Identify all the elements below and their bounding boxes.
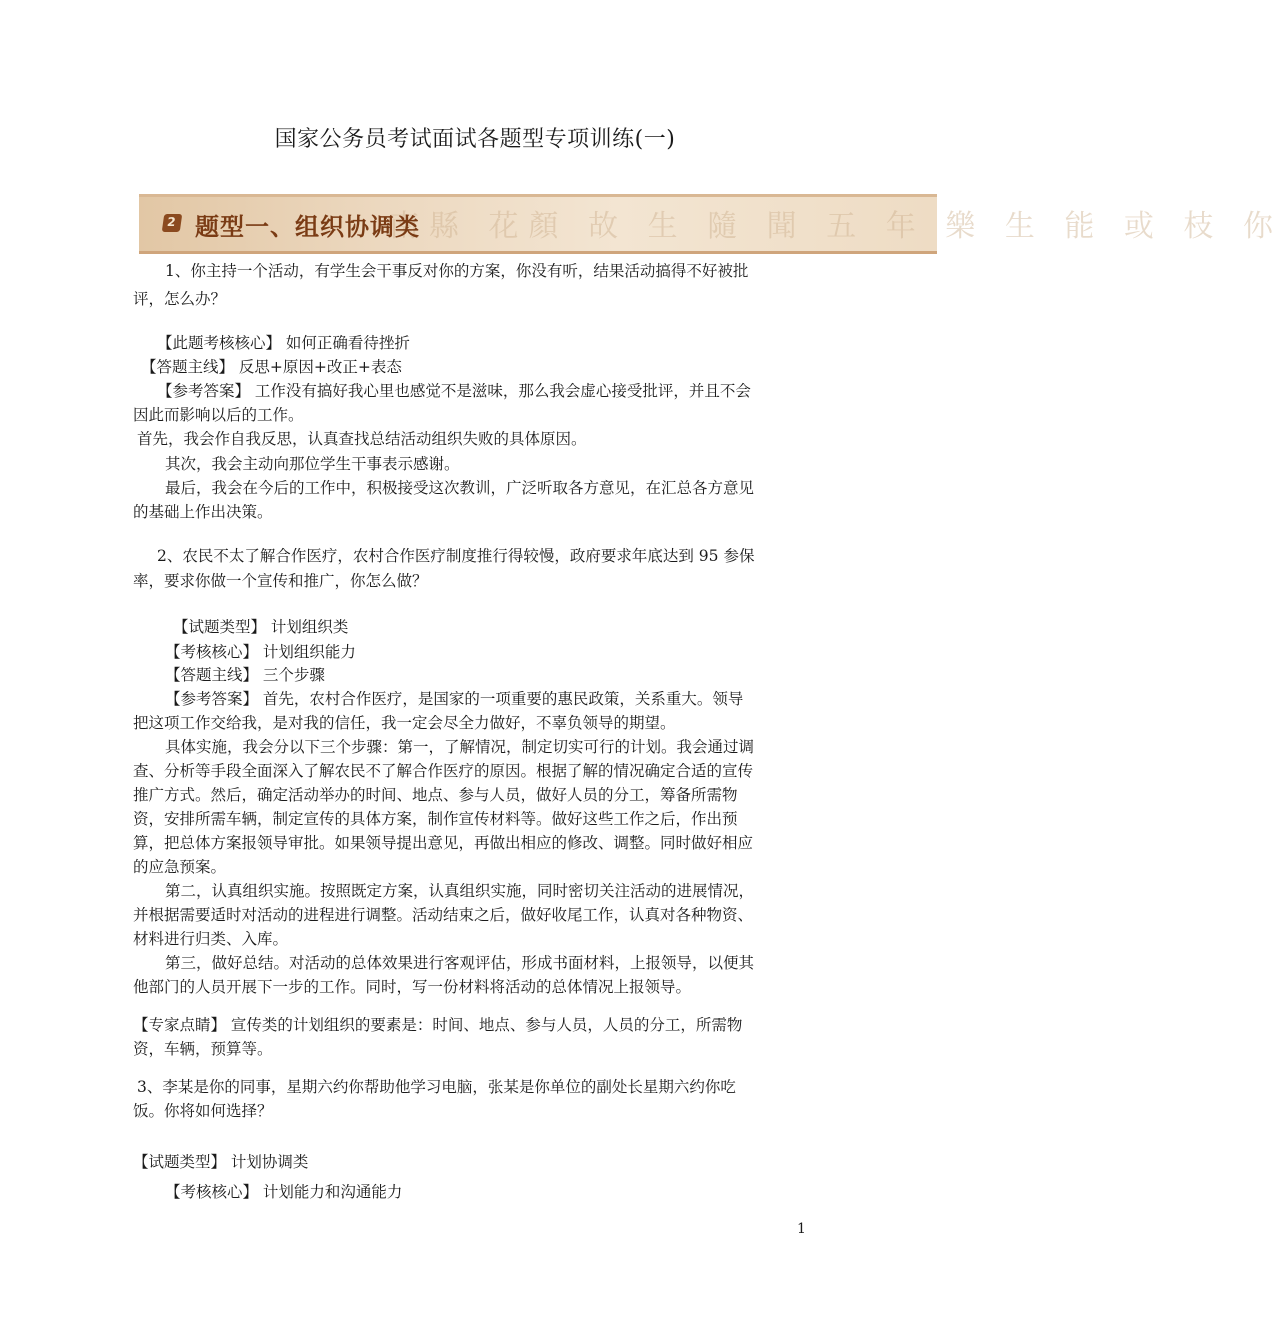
q1-mainline: 【答题主线】 反思+原因+改正+表态 (141, 358, 402, 376)
q2-core: 【考核核心】 计划组织能力 (165, 643, 356, 661)
q2-answer-line-6: 资，安排所需车辆，制定宣传的具体方案，制作宣传材料等。做好这些工作之后，作出预 (133, 810, 738, 828)
q1-core-label: 【此题考核核心】 如何正确看待挫折 (157, 334, 410, 352)
page-number: 1 (797, 1221, 806, 1237)
q2-answer-line-2: 把这项工作交给我，是对我的信任，我一定会尽全力做好，不辜负领导的期望。 (133, 714, 676, 732)
q2-mainline: 【答题主线】 三个步骤 (165, 666, 325, 684)
q2-answer-line-7: 算，把总体方案报领导审批。如果领导提出意见，再做出相应的修改、调整。同时做好相应 (133, 834, 754, 852)
question-1-line-1: 1、你主持一个活动，有学生会干事反对你的方案，你没有听，结果活动搞得不好被批 (165, 262, 749, 280)
q3-core: 【考核核心】 计划能力和沟通能力 (165, 1183, 403, 1201)
section-heading: 题型一、组织协调类 (195, 213, 420, 241)
q2-expert-line-1: 【专家点睛】 宣传类的计划组织的要素是：时间、地点、参与人员，人员的分工，所需物 (133, 1016, 743, 1034)
page-title: 国家公务员考试面试各题型专项训练(一) (274, 127, 676, 152)
q2-answer-line-8: 的应急预案。 (133, 858, 227, 876)
q2-answer-line-5: 推广方式。然后，确定活动举办的时间、地点、参与人员，做好人员的分工，筹备所需物 (133, 786, 738, 804)
q1-answer-line-1: 【参考答案】 工作没有搞好我心里也感觉不是滋味，那么我会虚心接受批评，并且不会 (157, 382, 751, 400)
q2-answer-line-12: 第三，做好总结。对活动的总体效果进行客观评估，形成书面材料，上报领导，以便其 (165, 954, 755, 972)
question-2-line-2: 率，要求你做一个宣传和推广，你怎么做？ (133, 572, 428, 590)
q2-answer-line-9: 第二，认真组织实施。按照既定方案，认真组织实施，同时密切关注活动的进展情况， (165, 882, 755, 900)
q1-answer-line-5: 最后，我会在今后的工作中，积极接受这次教训，广泛听取各方意见，在汇总各方意见 (165, 479, 755, 497)
q2-expert-line-2: 资，车辆，预算等。 (133, 1040, 273, 1058)
q2-answer-line-11: 材料进行归类、入库。 (133, 930, 289, 948)
q3-type: 【试题类型】 计划协调类 (133, 1153, 309, 1171)
banner-calligraphy-background: 南縣 花顏 故 生 隨 聞 五 年 樂 生 能 或 枝 你 (389, 209, 1283, 244)
q1-answer-line-6: 的基础上作出决策。 (133, 503, 273, 521)
q2-answer-line-4: 查、分析等手段全面深入了解农民不了解合作医疗的原因。根据了解的情况确定合适的宣传 (133, 762, 754, 780)
q1-answer-line-4: 其次，我会主动向那位学生干事表示感谢。 (165, 455, 460, 473)
q1-answer-line-2: 因此而影响以后的工作。 (133, 406, 304, 424)
q2-answer-line-1: 【参考答案】 首先，农村合作医疗，是国家的一项重要的惠民政策，关系重大。领导 (165, 690, 744, 708)
question-3-line-2: 饭。你将如何选择？ (133, 1102, 273, 1120)
question-2-line-1: 2、农民不太了解合作医疗，农村合作医疗制度推行得较慢，政府要求年底达到 95 参保 (157, 547, 755, 565)
section-number-icon: 2 (162, 214, 183, 232)
question-3-line-1: 3、李某是你的同事，星期六约你帮助他学习电脑，张某是你单位的副处长星期六约你吃 (137, 1078, 736, 1096)
q2-answer-line-13: 他部门的人员开展下一步的工作。同时，写一份材料将活动的总体情况上报领导。 (133, 978, 692, 996)
q2-answer-line-10: 并根据需要适时对活动的进程进行调整。活动结束之后，做好收尾工作，认真对各种物资、 (133, 906, 754, 924)
section-banner (139, 194, 1283, 254)
q2-type: 【试题类型】 计划组织类 (173, 618, 349, 636)
q1-answer-line-3: 首先，我会作自我反思，认真查找总结活动组织失败的具体原因。 (137, 430, 587, 448)
question-1-line-2: 评，怎么办？ (133, 290, 227, 308)
q2-answer-line-3: 具体实施，我会分以下三个步骤：第一，了解情况，制定切实可行的计划。我会通过调 (165, 738, 755, 756)
